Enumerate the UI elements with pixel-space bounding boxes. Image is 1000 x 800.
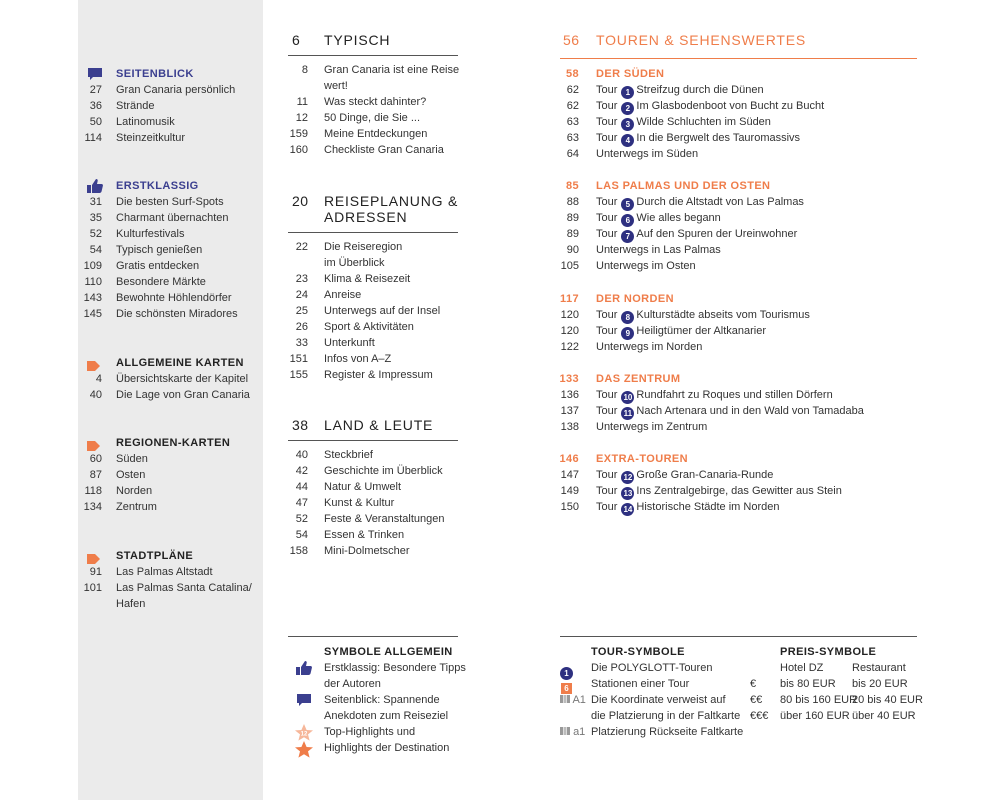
price-symbol: €€: [750, 694, 763, 706]
price-restaurant: 20 bis 40 EUR: [852, 694, 923, 706]
sidebar-entry[interactable]: Strände: [116, 100, 155, 112]
toc-entry[interactable]: Meine Entdeckungen: [324, 128, 428, 140]
page-number: 27: [89, 84, 102, 96]
page-number: 145: [83, 308, 102, 320]
section-number: 38: [292, 417, 309, 433]
tag-icon: [87, 438, 101, 448]
tour-label: Tour: [596, 325, 618, 337]
legend-heading: PREIS-SYMBOLE: [780, 646, 877, 658]
page-number: 25: [295, 305, 308, 317]
entry-text: Ins Zentralgebirge, das Gewitter aus Stein: [636, 485, 842, 497]
sidebar-entry[interactable]: Charmant übernachten: [116, 212, 229, 224]
sidebar-entry[interactable]: Osten: [116, 469, 146, 481]
tour-entry[interactable]: [596, 387, 833, 404]
tour-entry[interactable]: [596, 226, 797, 243]
toc-entry[interactable]: Mini-Dolmetscher: [324, 545, 410, 557]
tour-number-badge: 9: [621, 327, 634, 340]
map-icon: [560, 694, 570, 704]
page-number: 158: [289, 545, 308, 557]
price-column-hotel: Hotel DZ: [780, 662, 824, 674]
tour-number-badge: 6: [621, 214, 634, 227]
tour-number-badge: 1: [621, 86, 634, 99]
sidebar-entry[interactable]: Latinomusik: [116, 116, 175, 128]
tour-label: Tour: [596, 228, 618, 240]
tour-label: Tour: [596, 84, 618, 96]
toc-entry[interactable]: Natur & Umwelt: [324, 481, 402, 493]
page-number: 88: [566, 196, 579, 208]
map-icon: [560, 726, 570, 736]
tour-number-badge: 7: [621, 230, 634, 243]
page-number: 12: [295, 112, 308, 124]
entry-text: Unterwegs in Las Palmas: [596, 244, 721, 256]
sidebar-entry[interactable]: Gratis entdecken: [116, 260, 200, 272]
page-number: 151: [289, 353, 308, 365]
legend-divider: [288, 636, 458, 637]
legend-divider: [560, 636, 917, 637]
page-number: 101: [83, 582, 102, 594]
page-number: 110: [84, 276, 102, 288]
legend-text: Die POLYGLOTT-Touren: [591, 662, 713, 674]
star-icon: [294, 723, 314, 759]
toc-entry[interactable]: Feste & Veranstaltungen: [324, 513, 445, 525]
legend-text-continued: der Autoren: [324, 678, 381, 690]
entry-text: Unterwegs im Zentrum: [596, 421, 708, 433]
tour-label: Tour: [596, 389, 618, 401]
page-number: 89: [566, 228, 579, 240]
tour-label: Tour: [596, 212, 618, 224]
page-number: 47: [295, 497, 308, 509]
page-number: 52: [295, 513, 308, 525]
page-number: 150: [560, 501, 579, 513]
toc-entry[interactable]: [596, 146, 698, 162]
tour-number-badge: 10: [621, 391, 634, 404]
sidebar-heading-karten: ALLGEMEINE KARTEN: [116, 357, 244, 369]
price-column-restaurant: Restaurant: [852, 662, 906, 674]
entry-text: Auf den Spuren der Ureinwohner: [636, 228, 798, 240]
page-number: 42: [295, 465, 308, 477]
page-number: 147: [560, 469, 579, 481]
toc-entry[interactable]: [596, 258, 696, 274]
toc-entry[interactable]: Checkliste Gran Canaria: [324, 144, 444, 156]
section-divider: [288, 232, 458, 233]
page-number: 52: [89, 228, 102, 240]
tour-number-badge: 3: [621, 118, 634, 131]
section-title: LAND & LEUTE: [324, 417, 434, 433]
sidebar-entry[interactable]: Las Palmas Altstadt: [116, 566, 213, 578]
toc-entry[interactable]: [596, 419, 707, 435]
legend-heading: TOUR-SYMBOLE: [591, 646, 685, 658]
entry-text: In die Bergwelt des Tauromassivs: [636, 132, 801, 144]
section-number: 6: [292, 32, 301, 48]
toc-entry[interactable]: Geschichte im Überblick: [324, 465, 443, 477]
sidebar-entry[interactable]: Die besten Surf-Spots: [116, 196, 224, 208]
tour-entry[interactable]: [596, 467, 773, 484]
entry-text: Durch die Altstadt von Las Palmas: [636, 196, 804, 208]
thumbs-up-icon: [87, 179, 103, 193]
page-number: 50: [89, 116, 102, 128]
tour-entry[interactable]: [596, 82, 764, 99]
entry-text: Streifzug durch die Dünen: [636, 84, 764, 96]
page-number: 120: [560, 325, 579, 337]
legend-heading: SYMBOLE ALLGEMEIN: [324, 646, 453, 658]
page-number: 40: [295, 449, 308, 461]
section-title: TOUREN & SEHENSWERTES: [596, 32, 806, 48]
page-number: 120: [560, 309, 579, 321]
toc-entry[interactable]: Sport & Aktivitäten: [324, 321, 414, 333]
entry-text: Kulturstädte abseits vom Tourismus: [636, 309, 810, 321]
map-coordinate-symbol: [560, 692, 586, 708]
page-number: 31: [89, 196, 102, 208]
page-number: 136: [560, 389, 579, 401]
page-number: 109: [83, 260, 102, 272]
toc-entry[interactable]: Klima & Reisezeit: [324, 273, 411, 285]
tour-number-badge: 11: [621, 407, 634, 420]
region-page-number: 85: [565, 180, 579, 192]
tour-label: Tour: [596, 196, 618, 208]
page-number: 138: [560, 421, 579, 433]
tag-icon: [87, 358, 101, 368]
sidebar-entry[interactable]: Zentrum: [116, 501, 157, 513]
region-page-number: 146: [559, 453, 579, 465]
tour-label: Tour: [596, 116, 618, 128]
entry-text: Historische Städte im Norden: [636, 501, 780, 513]
toc-entry[interactable]: Essen & Trinken: [324, 529, 405, 541]
tour-entry[interactable]: [596, 323, 766, 340]
page-number: 64: [566, 148, 579, 160]
sidebar-heading-seitenblick: SEITENBLICK: [116, 68, 194, 80]
tour-number-badge: 12: [621, 471, 634, 484]
tag-icon: [87, 551, 101, 561]
tour-entry[interactable]: [596, 98, 824, 115]
tour-number-badge: 8: [621, 311, 634, 324]
sidebar-entry[interactable]: Die Lage von Gran Canaria: [116, 389, 250, 401]
sidebar-entry[interactable]: Kulturfestivals: [116, 228, 185, 240]
entry-text: Heiligtümer der Altkanarier: [636, 325, 767, 337]
page-number: 105: [560, 260, 579, 272]
page-number: 89: [566, 212, 579, 224]
entry-text: Unterwegs im Osten: [596, 260, 696, 272]
page-number: 44: [295, 481, 308, 493]
tour-entry[interactable]: [596, 499, 779, 516]
region-heading: DAS ZENTRUM: [596, 373, 681, 385]
sidebar-entry[interactable]: Las Palmas Santa Catalina/: [116, 582, 252, 594]
region-heading: LAS PALMAS UND DER OSTEN: [596, 180, 771, 192]
toc-entry[interactable]: Infos von A–Z: [324, 353, 392, 365]
page-number: 160: [289, 144, 308, 156]
tour-entry[interactable]: [596, 114, 771, 131]
tour-label: Tour: [596, 501, 618, 513]
sidebar-entry[interactable]: Steinzeitkultur: [116, 132, 186, 144]
thumbs-up-icon: [296, 661, 312, 675]
section-divider: [560, 58, 917, 59]
coordinate-code: a1: [573, 726, 586, 738]
page-number: 143: [83, 292, 102, 304]
speech-bubble-icon: [87, 67, 103, 81]
sidebar-entry[interactable]: Besondere Märkte: [116, 276, 206, 288]
page-number: 137: [560, 405, 579, 417]
sidebar-entry[interactable]: Norden: [116, 485, 153, 497]
sidebar-heading-regionen: REGIONEN-KARTEN: [116, 437, 231, 449]
section-title-line2: ADRESSEN: [324, 209, 408, 225]
sidebar-entry-continued: Hafen: [116, 598, 146, 610]
section-divider: [288, 55, 458, 56]
page-number: 24: [295, 289, 308, 301]
legend-text: Die Koordinate verweist auf: [591, 694, 726, 706]
page-number: 62: [566, 100, 579, 112]
price-hotel: bis 80 EUR: [780, 678, 836, 690]
region-page-number: 117: [560, 293, 579, 305]
region-heading: DER SÜDEN: [596, 68, 665, 80]
tour-entry[interactable]: [596, 130, 800, 147]
page-number: 23: [295, 273, 308, 285]
page-number: 11: [296, 96, 308, 108]
toc-entry[interactable]: Kunst & Kultur: [324, 497, 395, 509]
tour-entry[interactable]: [596, 194, 804, 211]
station-badge: 6: [561, 683, 572, 694]
tour-label: Tour: [596, 469, 618, 481]
page-number: 155: [289, 369, 308, 381]
page-number: 40: [89, 389, 102, 401]
tour-number-badge: 2: [621, 102, 634, 115]
tour-label: Tour: [596, 132, 618, 144]
section-number: 56: [563, 32, 580, 48]
sidebar-entry[interactable]: Süden: [116, 453, 148, 465]
page-number: 122: [560, 341, 579, 353]
page-number: 33: [295, 337, 308, 349]
toc-entry[interactable]: Steckbrief: [324, 449, 373, 461]
speech-bubble-icon: [296, 693, 312, 707]
entry-text: Unterwegs im Süden: [596, 148, 699, 160]
legend-text: Platzierung Rückseite Faltkarte: [591, 726, 744, 738]
tour-number-badge: 13: [621, 487, 634, 500]
toc-entry[interactable]: [596, 339, 702, 355]
toc-entry[interactable]: Was steckt dahinter?: [324, 96, 427, 108]
tour-label: Tour: [596, 485, 618, 497]
page-number: 62: [566, 84, 579, 96]
tour-label: Tour: [596, 405, 618, 417]
toc-entry[interactable]: wert!: [324, 80, 348, 92]
coordinate-code: A1: [572, 694, 586, 706]
toc-entry[interactable]: Unterwegs auf der Insel: [324, 305, 441, 317]
tour-number-badge: 5: [621, 198, 634, 211]
page-number: 114: [84, 132, 102, 144]
price-symbol: €€€: [750, 710, 769, 722]
legend-text-continued: Anekdoten zum Reiseziel: [324, 710, 449, 722]
legend-text-continued: Highlights der Destination: [324, 742, 450, 754]
tour-label: Tour: [596, 100, 618, 112]
tour-number-badge: 14: [621, 503, 634, 516]
sidebar-heading-erstklassig: ERSTKLASSIG: [116, 180, 199, 192]
sidebar-entry[interactable]: Bewohnte Höhlendörfer: [116, 292, 232, 304]
page-number: 134: [83, 501, 102, 513]
entry-text: Nach Artenara und in den Wald von Tamadaba: [636, 405, 864, 417]
legend-text: die Platzierung in der Faltkarte: [591, 710, 741, 722]
entry-text: Im Glasbodenboot von Bucht zu Bucht: [636, 100, 825, 112]
page-number: 91: [89, 566, 102, 578]
legend-text: Erstklassig: Besondere Tipps: [324, 662, 466, 674]
toc-entry[interactable]: im Überblick: [324, 257, 385, 269]
price-hotel: über 160 EUR: [780, 710, 850, 722]
page-number: 87: [89, 469, 102, 481]
legend-text: Top-Highlights und: [324, 726, 416, 738]
tour-entry[interactable]: [596, 210, 721, 227]
entry-text: Unterwegs im Norden: [596, 341, 703, 353]
page-number: 35: [89, 212, 102, 224]
region-heading: EXTRA-TOUREN: [596, 453, 688, 465]
section-title: TYPISCH: [324, 32, 391, 48]
tour-badge: 1: [560, 667, 573, 680]
section-title: REISEPLANUNG &: [324, 193, 459, 209]
price-restaurant: über 40 EUR: [852, 710, 916, 722]
toc-entry[interactable]: Die Reiseregion: [324, 241, 403, 253]
region-heading: DER NORDEN: [596, 293, 674, 305]
toc-entry[interactable]: Unterkunft: [324, 337, 375, 349]
tour-number-badge: 4: [621, 134, 634, 147]
map-coordinate-symbol: [560, 724, 585, 740]
section-divider: [288, 440, 458, 441]
tour-entry[interactable]: [596, 307, 810, 324]
toc-entry[interactable]: 50 Dinge, die Sie ...: [324, 112, 421, 124]
page-number: 54: [89, 244, 102, 256]
page-number: 149: [560, 485, 579, 497]
sidebar-entry[interactable]: Gran Canaria persönlich: [116, 84, 236, 96]
legend-text: Stationen einer Tour: [591, 678, 690, 690]
page-number: 36: [89, 100, 102, 112]
entry-text: Wilde Schluchten im Süden: [636, 116, 771, 128]
svg-text:12: 12: [300, 731, 308, 738]
sidebar-entry[interactable]: Typisch genießen: [116, 244, 203, 256]
price-hotel: 80 bis 160 EUR: [780, 694, 858, 706]
toc-entry[interactable]: Gran Canaria ist eine Reise: [324, 64, 460, 76]
entry-text: Rundfahrt zu Roques und stillen Dörfern: [636, 389, 833, 401]
region-page-number: 58: [565, 68, 579, 80]
sidebar-entry[interactable]: Die schönsten Miradores: [116, 308, 238, 320]
entry-text: Wie alles begann: [636, 212, 721, 224]
page-number: 26: [295, 321, 308, 333]
toc-entry[interactable]: Register & Impressum: [324, 369, 433, 381]
page-number: 8: [301, 64, 308, 76]
page-number: 22: [295, 241, 308, 253]
tour-entry[interactable]: [596, 403, 864, 420]
page-number: 118: [84, 485, 102, 497]
tour-label: Tour: [596, 309, 618, 321]
sidebar-entry[interactable]: Übersichtskarte der Kapitel: [116, 373, 249, 385]
entry-text: Große Gran-Canaria-Runde: [636, 469, 774, 481]
region-page-number: 133: [559, 373, 579, 385]
toc-entry[interactable]: Anreise: [324, 289, 362, 301]
page-number: 159: [289, 128, 308, 140]
price-restaurant: bis 20 EUR: [852, 678, 908, 690]
page-number: 4: [95, 373, 102, 385]
page-number: 63: [566, 132, 579, 144]
sidebar-heading-stadtplaene: STADTPLÄNE: [116, 550, 194, 562]
section-number: 20: [292, 193, 309, 209]
page-number: 60: [89, 453, 102, 465]
toc-entry[interactable]: [596, 242, 721, 258]
legend-text: Seitenblick: Spannende: [324, 694, 440, 706]
page-number: 54: [295, 529, 308, 541]
price-symbol: €: [750, 678, 757, 690]
page-number: 63: [566, 116, 579, 128]
page-number: 90: [566, 244, 579, 256]
tour-entry[interactable]: [596, 483, 842, 500]
